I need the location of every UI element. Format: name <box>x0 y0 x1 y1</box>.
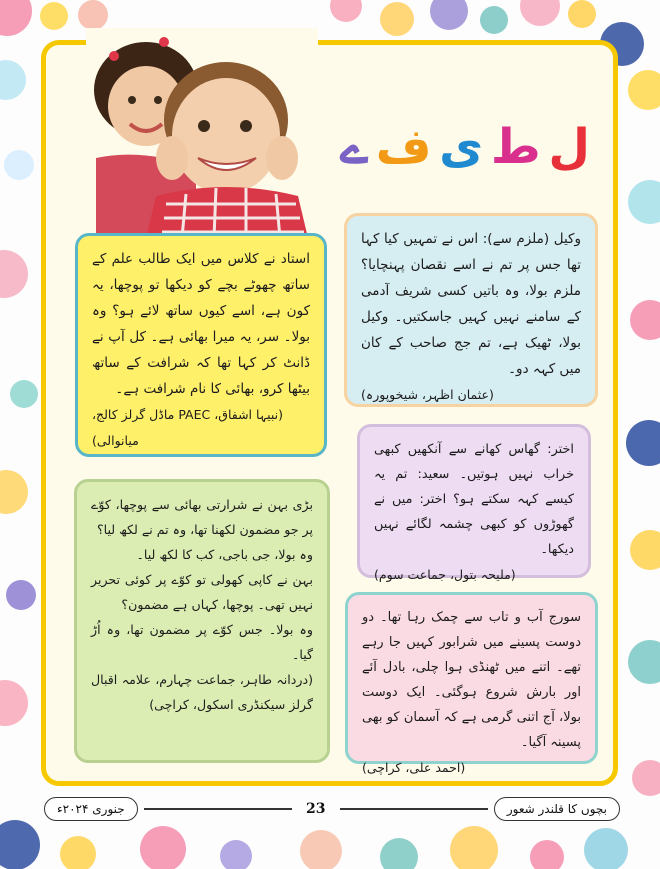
footer-rule-right <box>340 808 488 810</box>
joke-credit: (ملیحہ بتول، جماعت سوم) <box>374 567 516 582</box>
joke-crow <box>74 479 330 763</box>
page-footer <box>44 796 620 822</box>
title-letter-lam: ل <box>548 119 590 175</box>
joke-text: وکیل (ملزم سے): اس نے تمہیں کیا کہا تھا جس پر تم نے اسے نقصان پہنچایا؟ ملزم بولا، وہ باتیں کسی شریف آدمی کے سامنے نہیں کہیں جاسکتیں۔ وکیل بولا، ٹھیک ہے، تم جج صاحب کے کان میں کہہ دو۔ <box>361 231 581 377</box>
joke-text: وہ بولا۔ جس کوّے پر مضمون تھا، وہ اُڑ گیا۔ <box>91 622 313 662</box>
footer-rule-left <box>144 808 292 810</box>
issue-date: جنوری ۲۰۲۴ء <box>44 797 138 821</box>
joke-lawyer <box>344 213 598 407</box>
title-letter-fe: ف <box>375 119 432 175</box>
joke-credit: (احمد علی، کراچی) <box>362 760 466 775</box>
joke-text: بڑی بہن نے شرارتی بھائی سے پوچھا، کوّے پر جو مضمون لکھنا تھا، وہ تم نے لکھ لیا؟ <box>91 497 313 537</box>
joke-text: وہ بولا، جی باجی، کب کا لکھ لیا۔ <box>136 547 313 562</box>
joke-credit: (عثمان اظہر، شیخوپورہ) <box>361 387 494 402</box>
children-photo <box>86 28 318 238</box>
joke-sun <box>345 592 598 775</box>
joke-text: سورج آب و تاب سے چمک رہا تھا۔ دو دوست پسینے میں شرابور کہیں جا رہے تھے۔ اتنے میں ٹھنڈی ہوا چلی، بادل آئے اور بارش شروع ہوگئی۔ ایک دوست بولا، آج اتنی گرمی ہے کہ آسمان کو بھی پسینہ آگیا۔ <box>362 610 581 750</box>
joke-horses <box>357 424 591 582</box>
joke-text: بہن نے کاپی کھولی تو کوّے پر کوئی تحریر نہیں تھی۔ پوچھا، کہاں ہے مضمون؟ <box>91 572 313 612</box>
joke-credit: (دردانہ طاہر، جماعت چہارم، علامہ اقبال گرلز سیکنڈری اسکول، کراچی) <box>91 672 313 712</box>
page-number: 23 <box>306 801 326 817</box>
title-letter-toe: ط <box>490 119 541 175</box>
title-letter-ye: ی <box>439 119 484 175</box>
magazine-name: بچوں کا قلندر شعور <box>494 797 620 821</box>
page-title <box>340 118 590 176</box>
joke-text: اختر: گھاس کھانے سے آنکھیں کبھی خراب نہیں ہوتیں۔ سعید: تم یہ کیسے کہہ سکتے ہو؟ اختر: میں نے گھوڑوں کو کبھی چشمہ لگائے نہیں دیکھا۔ <box>374 442 574 557</box>
joke-text: استاد نے کلاس میں ایک طالب علم کے ساتھ چھوٹے بچے کو دیکھا تو پوچھا، یہ کون ہے، اسے کیوں ساتھ لائے ہو؟ وہ بولا۔ سر، یہ میرا بھائی ہے۔ کل آپ نے ڈانٹ کر کہا تھا کہ شرافت کے ساتھ بیٹھا کرو، بھائی کا نام شرافت ہے۔ <box>92 251 310 397</box>
joke-teacher <box>75 233 327 457</box>
title-letter-bari-ye: ے <box>340 119 369 175</box>
joke-credit: (نبیہا اشفاق، PAEC ماڈل گرلز کالج، میانوالی) <box>92 407 284 448</box>
